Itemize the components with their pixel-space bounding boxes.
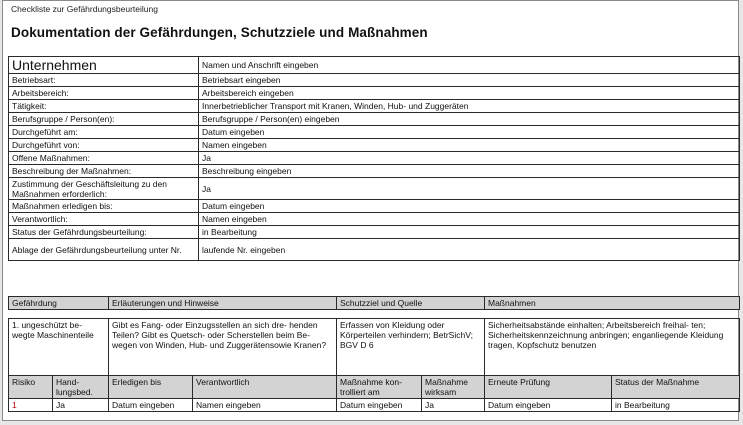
document-title: Dokumentation der Gefährdungen, Schutzziele und Maßnahmen (11, 25, 428, 40)
sub-header-risiko: Risiko (9, 376, 53, 399)
info-value[interactable]: Datum eingeben (199, 126, 740, 139)
erledigen-bis-value[interactable]: Datum eingeben (109, 399, 193, 412)
info-row (9, 152, 740, 165)
info-row (9, 239, 740, 261)
sub-header-erledigen-bis: Erledigen bis (109, 376, 193, 399)
info-label: Durchgeführt von: (9, 139, 199, 152)
info-row (9, 74, 740, 87)
status-value[interactable]: in Bearbeitung (612, 399, 740, 412)
header-massnahmen: Maßnahmen (485, 297, 740, 310)
info-row (9, 226, 740, 239)
info-value[interactable]: Ja (199, 178, 740, 200)
wirksam-value[interactable]: Ja (422, 399, 485, 412)
risk-value[interactable]: 1 (9, 399, 53, 412)
header-gefaehrdung: Gefährdung (9, 297, 109, 310)
header-erlaeuterungen: Erläuterungen und Hinweise (109, 297, 337, 310)
info-row (9, 213, 740, 226)
info-label: Maßnahmen erledigen bis: (9, 200, 199, 213)
sub-header-status: Status der Maßnahme (612, 376, 740, 399)
info-label: Status der Gefährdungsbeurteilung: (9, 226, 199, 239)
verantwortlich-value[interactable]: Namen eingeben (193, 399, 337, 412)
hazard-row (9, 319, 740, 376)
info-value[interactable]: Namen eingeben (199, 139, 740, 152)
hazard-massnahmen[interactable]: Sicherheitsabstände einhalten; Arbeitsbereich freihal- ten; Sicherheitskennzeichnung anbringen; enganliegende Kleidung tragen, Kopfschutz benutzen (485, 319, 740, 376)
erneute-pruefung-value[interactable]: Datum eingeben (485, 399, 612, 412)
info-label: Zustimmung der Geschäftsleitung zu den Maßnahmen erforderlich: (9, 178, 199, 200)
info-row (9, 100, 740, 113)
header-schutzziel: Schutzziel und Quelle (337, 297, 485, 310)
hazard-header-table (8, 296, 740, 310)
info-row (9, 57, 740, 74)
info-value[interactable]: Ja (199, 152, 740, 165)
hazard-gefaehrdung[interactable]: 1. ungeschützt be- wegte Maschinenteile (9, 319, 109, 376)
sub-header-handlungsbedarf: Hand- lungsbed. (53, 376, 109, 399)
sub-header-erneute-pruefung: Erneute Prüfung (485, 376, 612, 399)
document-subtitle: Checkliste zur Gefährdungsbeurteilung (11, 4, 158, 14)
info-row (9, 139, 740, 152)
sub-header-kontrolliert-am: Maßnahme kon- trolliert am (337, 376, 422, 399)
info-value[interactable]: Betriebsart eingeben (199, 74, 740, 87)
info-value[interactable]: laufende Nr. eingeben (199, 239, 740, 261)
info-value[interactable]: Namen eingeben (199, 213, 740, 226)
sub-header-verantwortlich: Verantwortlich (193, 376, 337, 399)
info-value[interactable]: in Bearbeitung (199, 226, 740, 239)
info-value[interactable]: Datum eingeben (199, 200, 740, 213)
measure-header-row (9, 376, 740, 399)
hazard-header-row (9, 297, 740, 310)
info-value[interactable]: Beschreibung eingeben (199, 165, 740, 178)
hazard-erlaeuterung[interactable]: Gibt es Fang- oder Einzugsstellen an sich dre- henden Teilen? Gibt es Quetsch- oder Scherstellen beim Be- wegen von Winden, Hub- und Zuggerätensowie Kranen? (109, 319, 337, 376)
info-label: Arbeitsbereich: (9, 87, 199, 100)
info-label: Betriebsart: (9, 74, 199, 87)
measure-value-row (9, 399, 740, 412)
info-row (9, 165, 740, 178)
info-label: Verantwortlich: (9, 213, 199, 226)
company-value[interactable]: Namen und Anschrift eingeben (199, 57, 740, 74)
info-row (9, 113, 740, 126)
sub-header-wirksam: Maßnahme wirksam (422, 376, 485, 399)
company-label: Unternehmen (9, 57, 199, 74)
info-label: Ablage der Gefährdungsbeurteilung unter Nr. (9, 239, 199, 261)
info-row (9, 178, 740, 200)
document-page (2, 0, 739, 421)
info-value[interactable]: Arbeitsbereich eingeben (199, 87, 740, 100)
hazard-schutzziel[interactable]: Erfassen von Kleidung oder Körperteilen verhindern; BetrSichV; BGV D 6 (337, 319, 485, 376)
info-row (9, 126, 740, 139)
info-label: Berufsgruppe / Person(en): (9, 113, 199, 126)
info-label: Durchgeführt am: (9, 126, 199, 139)
info-value[interactable]: Berufsgruppe / Person(en) eingeben (199, 113, 740, 126)
info-value[interactable]: Innerbetrieblicher Transport mit Kranen, Winden, Hub- und Zuggeräten (199, 100, 740, 113)
info-label: Tätigkeit: (9, 100, 199, 113)
info-label: Offene Maßnahmen: (9, 152, 199, 165)
handlungsbedarf-value[interactable]: Ja (53, 399, 109, 412)
info-label: Beschreibung der Maßnahmen: (9, 165, 199, 178)
info-table (8, 56, 740, 261)
kontrolliert-am-value[interactable]: Datum eingeben (337, 399, 422, 412)
info-row (9, 87, 740, 100)
hazard-body-table (8, 318, 740, 412)
info-row (9, 200, 740, 213)
